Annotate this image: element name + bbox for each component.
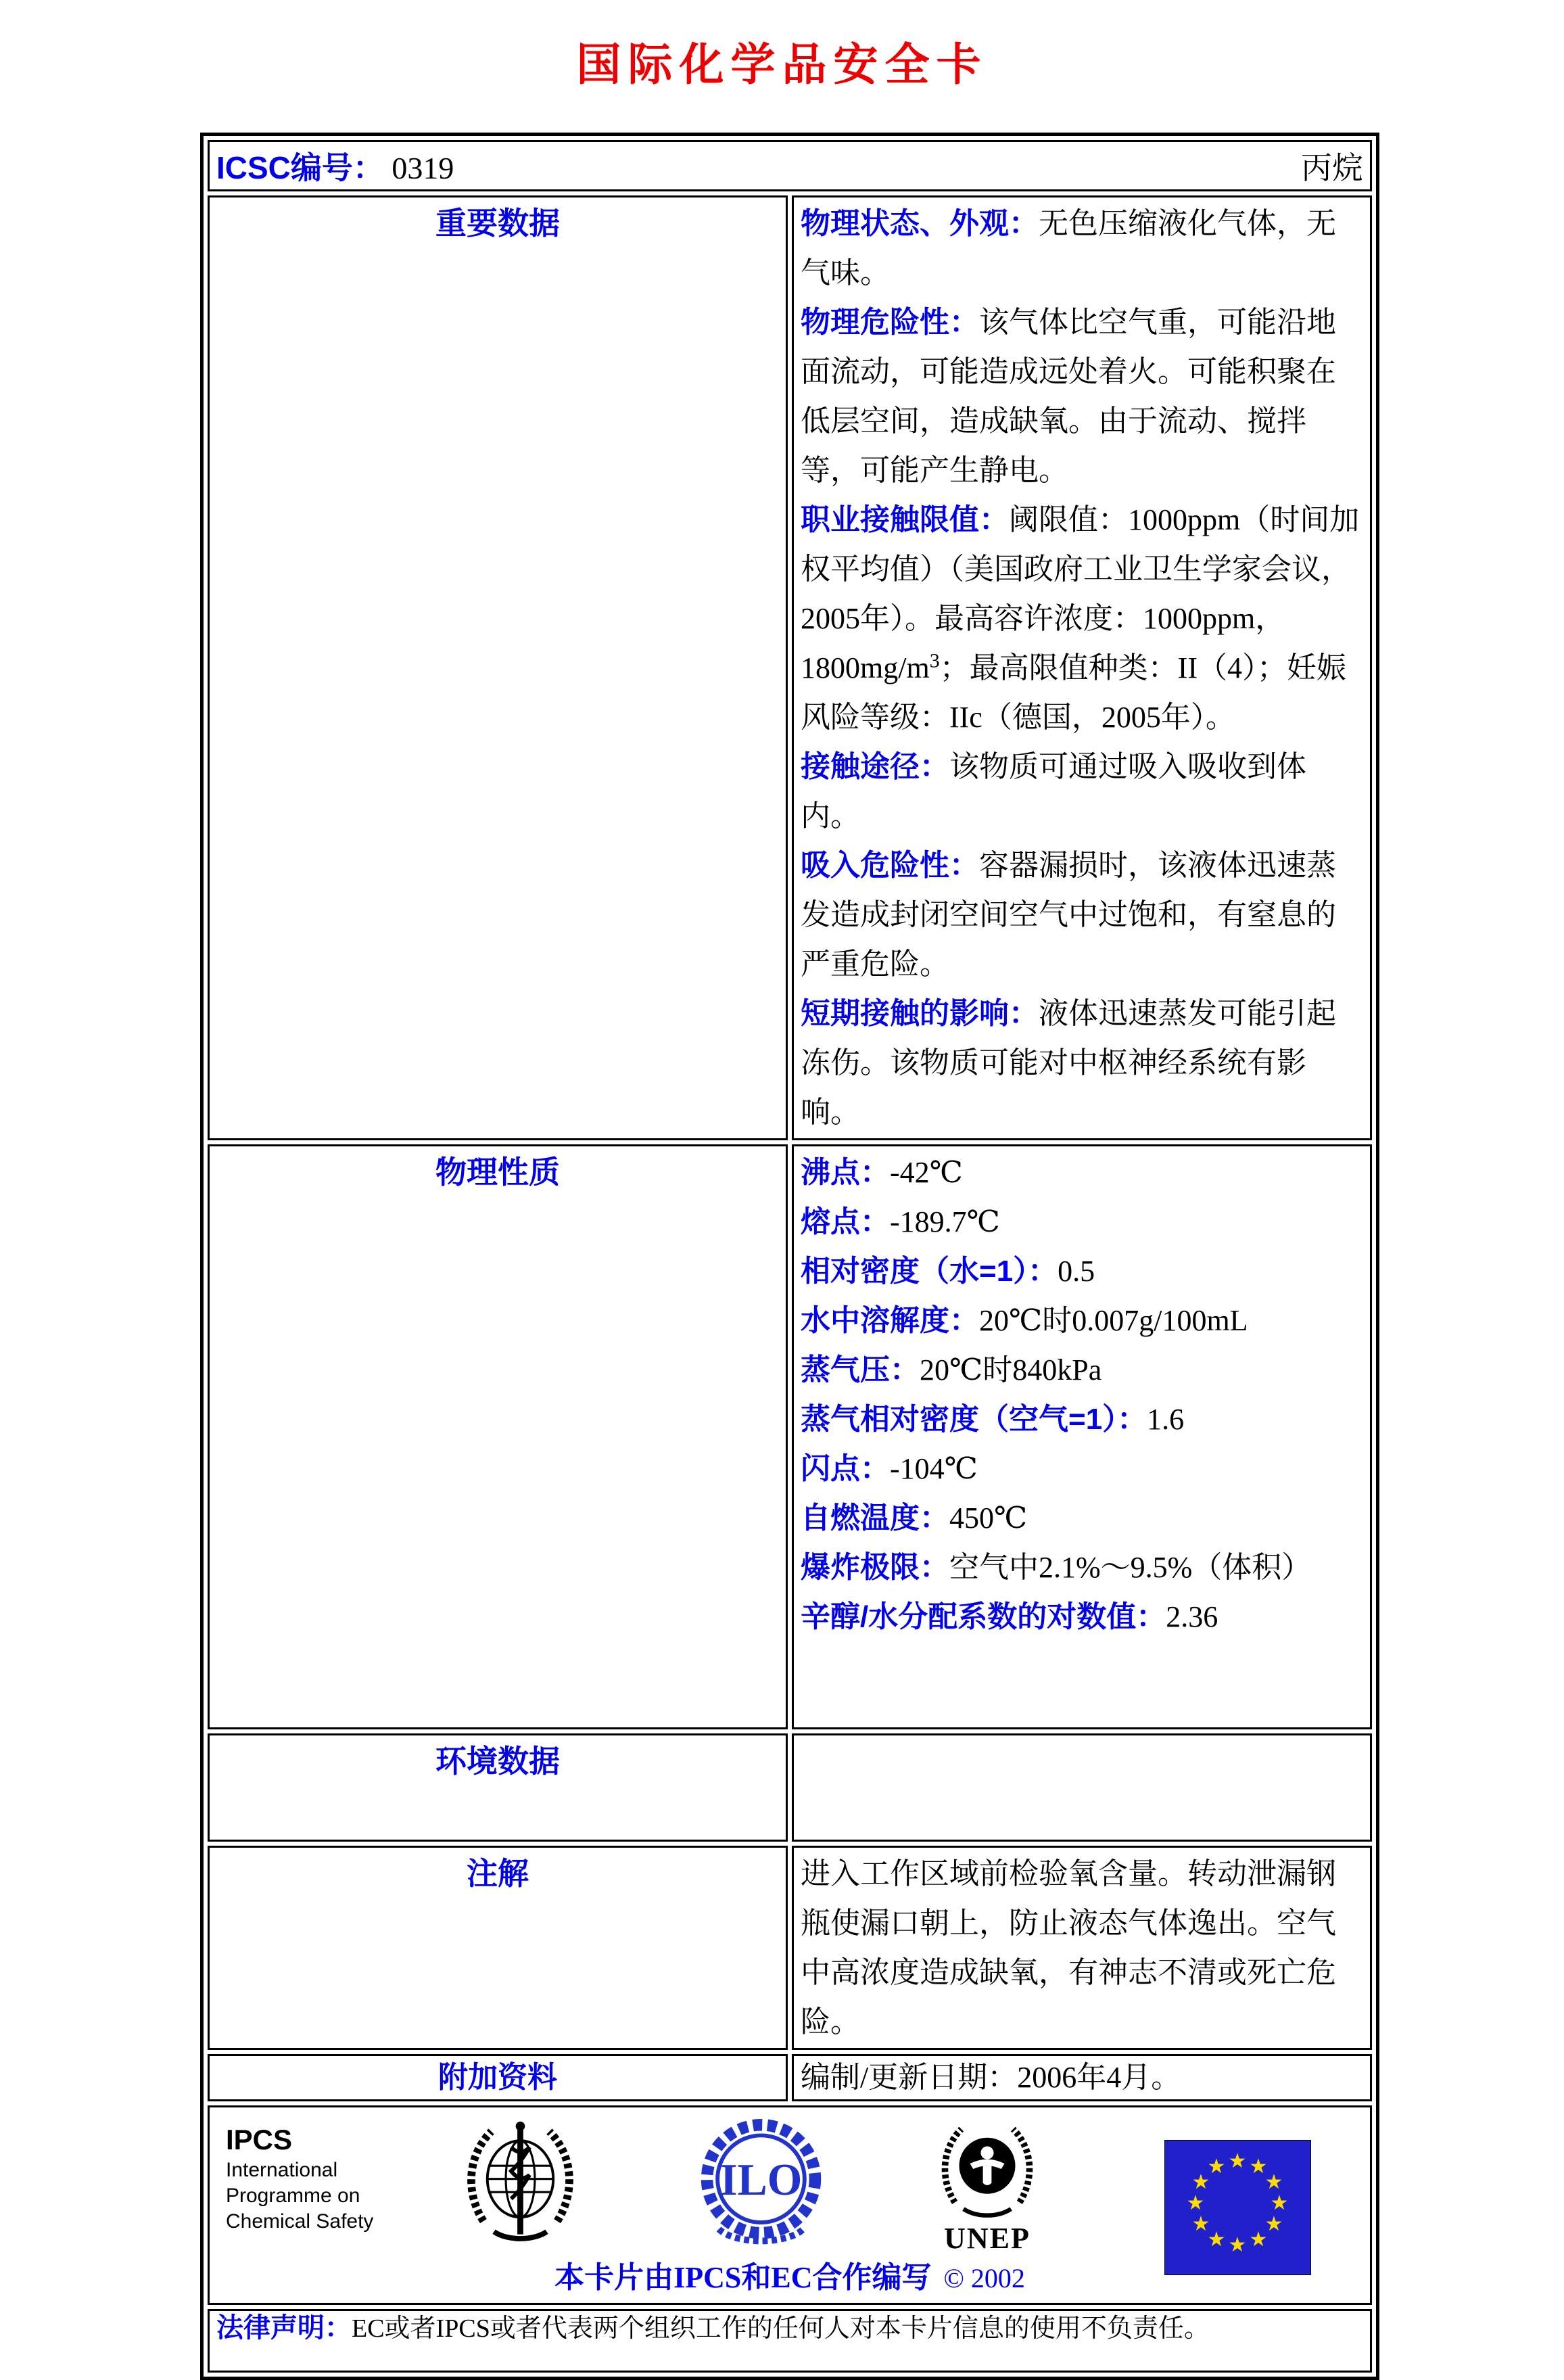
property-value: 20℃时840kPa <box>920 1353 1102 1386</box>
icsc-number-value: 0319 <box>392 151 454 185</box>
eu-star <box>1206 2157 1227 2177</box>
property-value: -189.7℃ <box>890 1205 1000 1238</box>
copyright-text: © 2002 <box>943 2263 1025 2293</box>
important-item-text: 阈限值：1000ppm（时间加权平均值）（美国政府工业卫生学家会议，2005年）。最高容许浓度：1000ppm，1800mg/m <box>801 503 1360 684</box>
important-data-content <box>792 195 1372 1140</box>
legal-row <box>208 2309 1372 2373</box>
logos-wrap <box>216 2109 1363 2302</box>
section-label-additional: 附加资料 <box>208 2054 788 2101</box>
notes-text: 进入工作区域前检验氧含量。转动泄漏钢瓶使漏口朝上，防止液态气体逸出。空气中高浓度造成缺氧，有神志不清或死亡危险。 <box>801 1857 1336 2038</box>
header-line <box>216 143 1363 188</box>
logos-cell <box>208 2105 1372 2305</box>
important-item-label: 短期接触的影响： <box>801 997 1039 1030</box>
important-item-text: 无色压缩液化气体，无气味。 <box>801 207 1336 289</box>
property-vapor-relative-density <box>801 1395 1363 1444</box>
page-title: 国际化学品安全卡 <box>576 41 988 90</box>
property-explosive-limits <box>801 1543 1363 1592</box>
important-item-label: 吸入危险性： <box>801 849 979 882</box>
property-label: 水中溶解度： <box>801 1304 979 1337</box>
property-label: 辛醇/水分配系数的对数值： <box>801 1600 1166 1633</box>
important-item-text-cont: ；最高限值种类：II（4）；妊娠风险等级：IIc（德国，2005年）。 <box>801 651 1346 734</box>
property-octanol-water-partition <box>801 1592 1363 1641</box>
important-item-inhalation-risk <box>801 841 1363 989</box>
logos-row <box>208 2105 1372 2305</box>
property-boiling-point <box>801 1148 1363 1197</box>
legal-cell <box>208 2309 1372 2373</box>
property-value: 空气中2.1%～9.5%（体积） <box>949 1551 1312 1584</box>
important-item-appearance <box>801 199 1363 298</box>
important-item-text: 液体迅速蒸发可能引起冻伤。该物质可能对中枢神经系统有影响。 <box>801 997 1336 1129</box>
section-label-physical: 物理性质 <box>208 1144 788 1729</box>
property-value: 20℃时0.007g/100mL <box>979 1304 1248 1337</box>
additional-info-content <box>792 2054 1372 2101</box>
property-value: 0.5 <box>1058 1255 1095 1288</box>
unep-logo-text: UNEP <box>944 2222 1030 2255</box>
important-item-text: 该气体比空气重，可能沿地面流动，可能造成远处着火。可能积聚在低层空间，造成缺氧。由于流动、搅拌等，可能产生静电。 <box>801 306 1336 487</box>
eu-star <box>1191 2214 1211 2235</box>
important-item-text: 该物质可通过吸入吸收到体内。 <box>801 750 1306 833</box>
important-data-row <box>208 195 1372 1140</box>
property-label: 爆炸极限： <box>801 1551 949 1584</box>
notes-content <box>792 1846 1372 2050</box>
property-label: 相对密度（水=1）： <box>801 1255 1058 1288</box>
notes-row <box>208 1846 1372 2050</box>
eu-star <box>1185 2193 1206 2214</box>
property-vapor-pressure <box>801 1345 1363 1395</box>
important-item-label: 接触途径： <box>801 750 949 783</box>
environmental-data-content <box>792 1733 1372 1842</box>
property-label: 自燃温度： <box>801 1501 949 1535</box>
ipcs-acronym: IPCS <box>226 2124 293 2155</box>
eu-star <box>1264 2172 1284 2193</box>
property-flash-point <box>801 1444 1363 1493</box>
property-value: 2.36 <box>1166 1600 1218 1633</box>
property-label: 蒸气相对密度（空气=1）： <box>801 1403 1147 1436</box>
property-label: 闪点： <box>801 1452 890 1485</box>
property-value: 450℃ <box>949 1501 1028 1535</box>
important-item-physical-hazard <box>801 298 1363 495</box>
property-label: 蒸气压： <box>801 1353 920 1386</box>
legal-label: 法律声明： <box>216 2313 352 2343</box>
ilo-logo-text: ILO <box>719 2155 803 2206</box>
important-item-label: 物理状态、外观： <box>801 207 1039 240</box>
property-relative-density <box>801 1246 1363 1296</box>
additional-info-text: 编制/更新日期：2006年4月。 <box>801 2061 1181 2094</box>
property-melting-point <box>801 1197 1363 1246</box>
who-logo-icon <box>454 2116 586 2258</box>
legal-text: EC或者IPCS或者代表两个组织工作的任何人对本卡片信息的使用不负责任。 <box>352 2314 1210 2343</box>
section-label-important: 重要数据 <box>208 195 788 1140</box>
icsc-number-label: ICSC编号： <box>216 150 384 185</box>
header-cell <box>208 140 1372 191</box>
property-label: 沸点： <box>801 1156 890 1189</box>
icsc-card-table <box>200 133 1379 2380</box>
property-autoignition-temperature <box>801 1493 1363 1543</box>
environmental-data-row <box>208 1733 1372 1842</box>
physical-properties-content <box>792 1144 1372 1729</box>
property-water-solubility <box>801 1296 1363 1345</box>
eu-star <box>1248 2230 1269 2250</box>
icsc-number-group <box>216 143 454 188</box>
chemical-name: 丙烷 <box>1301 151 1363 185</box>
ilo-logo-icon <box>695 2116 827 2258</box>
header-row <box>208 140 1372 191</box>
unep-logo-icon <box>930 2118 1045 2254</box>
property-value: -42℃ <box>890 1156 963 1189</box>
property-value: 1.6 <box>1147 1403 1185 1436</box>
credit-line <box>216 2253 1363 2296</box>
important-item-short-term-effects <box>801 989 1363 1137</box>
additional-info-row <box>208 2054 1372 2101</box>
important-item-exposure-limits <box>801 495 1363 742</box>
ipcs-line-2: Programme on <box>226 2185 360 2207</box>
property-value: -104℃ <box>890 1452 978 1485</box>
important-item-label: 物理危险性： <box>801 306 979 339</box>
important-item-exposure-routes <box>801 742 1363 841</box>
important-item-label: 职业接触限值： <box>801 503 1009 536</box>
eu-star <box>1227 2151 1248 2172</box>
section-label-notes: 注解 <box>208 1846 788 2050</box>
section-label-environment: 环境数据 <box>208 1733 788 1842</box>
physical-properties-row <box>208 1144 1372 1729</box>
eu-star <box>1269 2193 1289 2214</box>
superscript-3: 3 <box>929 649 940 672</box>
ipcs-text-block <box>226 2122 373 2235</box>
property-label: 熔点： <box>801 1205 890 1238</box>
credit-text: 本卡片由IPCS和EC合作编写 <box>554 2261 932 2294</box>
ipcs-line-3: Chemical Safety <box>226 2210 374 2233</box>
important-item-text: 容器漏损时，该液体迅速蒸发造成封闭空间空气中过饱和，有窒息的严重危险。 <box>801 849 1336 981</box>
ipcs-line-1: International <box>226 2159 338 2181</box>
